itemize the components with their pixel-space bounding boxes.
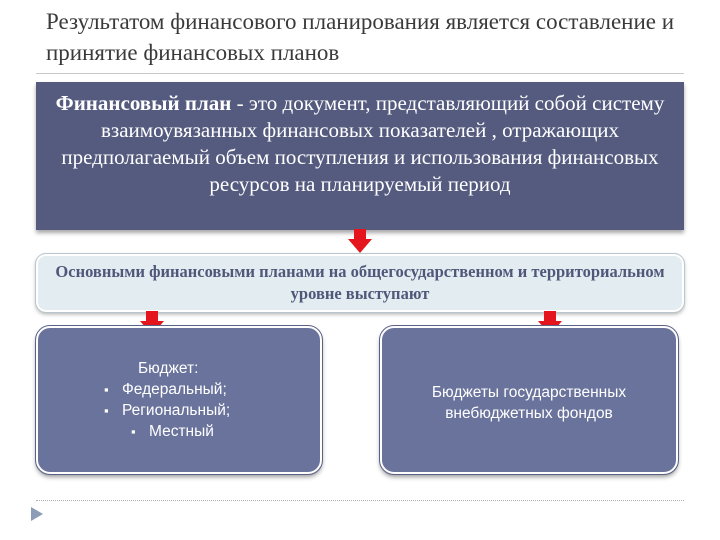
budget-item-label: Региональный; [122,402,231,419]
budget-content [104,358,304,442]
list-item [104,400,304,421]
definition-term: Финансовый план [55,91,232,115]
definition-text: - это документ, представляющий собой систему взаимоувязанных финансовых показателей , отражающих предполагаемый объем поступления и использования финансовых ресурсов на планируемый период [61,91,665,196]
budget-item-label: Федеральный; [122,381,227,398]
levels-heading-box [36,254,684,312]
list-item [104,379,304,400]
definition-box [36,82,684,230]
bullet-icon: ▪ [104,382,109,397]
play-triangle-icon[interactable] [30,506,44,522]
funds-card [380,326,678,474]
budget-card [36,326,322,474]
bullet-icon: ▪ [131,424,136,439]
footer-divider [36,500,684,501]
budget-item-label: Местный [149,423,214,440]
title-divider [36,73,684,74]
bullet-icon: ▪ [104,403,109,418]
slide-title: Результатом финансового планирования является составление и принятие финансовых планов [46,9,675,65]
funds-text: Бюджеты государственных внебюджетных фондов [431,384,627,422]
down-arrow-icon [348,229,372,253]
budget-title: Бюджет: [138,360,199,377]
list-item [104,421,304,442]
levels-heading: Основными финансовыми планами на общегосударственном и территориальном уровне выступают [55,262,665,303]
budget-list [104,379,304,442]
